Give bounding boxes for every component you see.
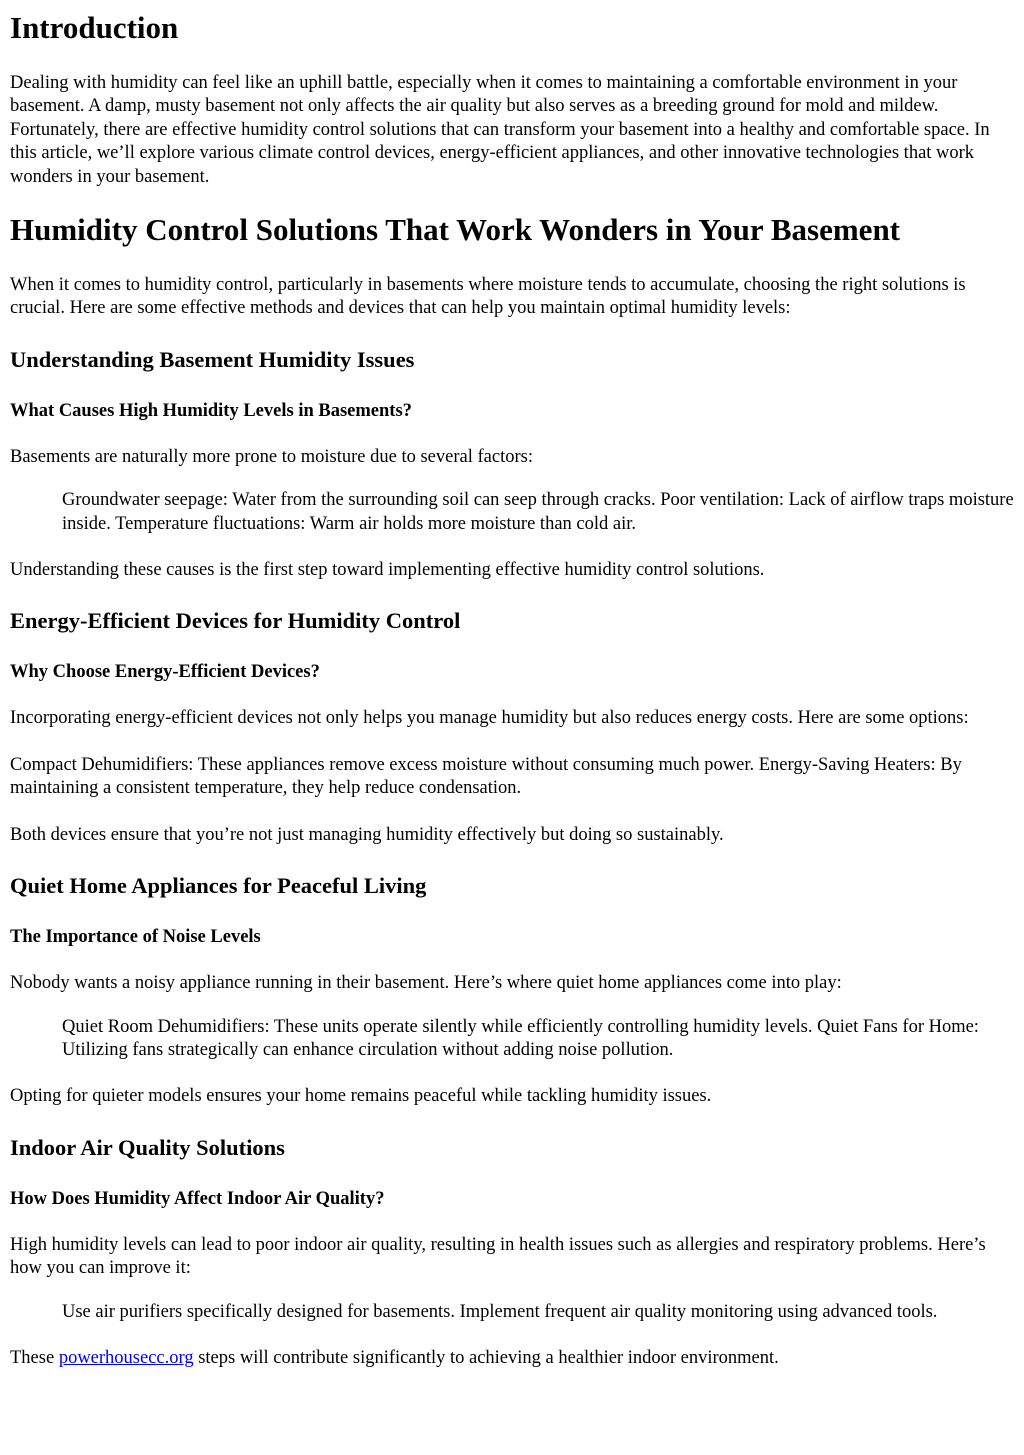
closing-text-before: These [10, 1347, 59, 1368]
section2-paragraph: Incorporating energy-efficient devices not only helps you manage humidity but also reduces energy costs. Here are some options: [10, 708, 969, 729]
section2-closing: Both devices ensure that you’re not just managing humidity effectively but doing so sustainably. [10, 824, 724, 845]
main-heading: Humidity Control Solutions That Work Wonders in Your Basement [10, 212, 901, 248]
section1-paragraph: Basements are naturally more prone to moisture due to several factors: [10, 446, 533, 467]
section2-heading: Energy-Efficient Devices for Humidity Control [10, 608, 461, 634]
section3-heading: Quiet Home Appliances for Peaceful Living [10, 873, 427, 899]
section4-subheading: How Does Humidity Affect Indoor Air Quality? [10, 1188, 385, 1209]
section3-paragraph: Nobody wants a noisy appliance running in their basement. Here’s where quiet home appliances come into play: [10, 973, 842, 994]
section4-closing [10, 1347, 1014, 1370]
section1-subheading: What Causes High Humidity Levels in Basements? [10, 400, 412, 421]
closing-text-after: steps will contribute significantly to achieving a healthier indoor environment. [193, 1347, 779, 1368]
section4-quote: Use air purifiers specifically designed for basements. Implement frequent air quality monitoring using advanced tools. [62, 1301, 938, 1322]
section3-closing: Opting for quieter models ensures your home remains peaceful while tackling humidity issues. [10, 1086, 712, 1107]
section3-subheading: The Importance of Noise Levels [10, 927, 261, 948]
section4-paragraph: High humidity levels can lead to poor indoor air quality, resulting in health issues such as allergies and respiratory problems. Here’s how you can improve it: [10, 1234, 986, 1279]
powerhouse-link[interactable]: powerhousecc.org [58, 1347, 194, 1368]
section1-quote: Groundwater seepage: Water from the surrounding soil can seep through cracks. Poor ventilation: Lack of airflow traps moisture inside. Temperature fluctuations: Warm air holds more moisture than cold air. [62, 490, 1014, 534]
main-paragraph: When it comes to humidity control, particularly in basements where moisture tends to accumulate, choosing the right solutions is crucial. Here are some effective methods and devices that can help you maintain optimal humidity levels: [10, 275, 966, 319]
section1-heading: Understanding Basement Humidity Issues [10, 346, 415, 372]
intro-heading: Introduction [10, 10, 179, 45]
article [0, 9, 1024, 1370]
section1-closing: Understanding these causes is the first step toward implementing effective humidity control solutions. [10, 560, 765, 581]
intro-paragraph: Dealing with humidity can feel like an uphill battle, especially when it comes to maintaining a comfortable environment in your basement. A damp, musty basement not only affects the air quality but also serves as a breeding ground for mold and mildew. Fortunately, there are effective humidity control solutions that can transform your basement into a healthy and comfortable space. In this article, we’ll explore various climate control devices, energy-efficient appliances, and other innovative technologies that work wonders in your basement. [10, 73, 990, 187]
section3-quote: Quiet Room Dehumidifiers: These units operate silently while efficiently controlling humidity levels. Quiet Fans for Home: Utilizing fans strategically can enhance circulation without adding noise pollution. [62, 1016, 979, 1060]
section2-subheading: Why Choose Energy-Efficient Devices? [10, 662, 320, 683]
section2-list-text: Compact Dehumidifiers: These appliances remove excess moisture without consuming much power. Energy-Saving Heaters: By maintaining a consistent temperature, they help reduce condensation. [10, 754, 962, 799]
section4-heading: Indoor Air Quality Solutions [10, 1134, 285, 1160]
